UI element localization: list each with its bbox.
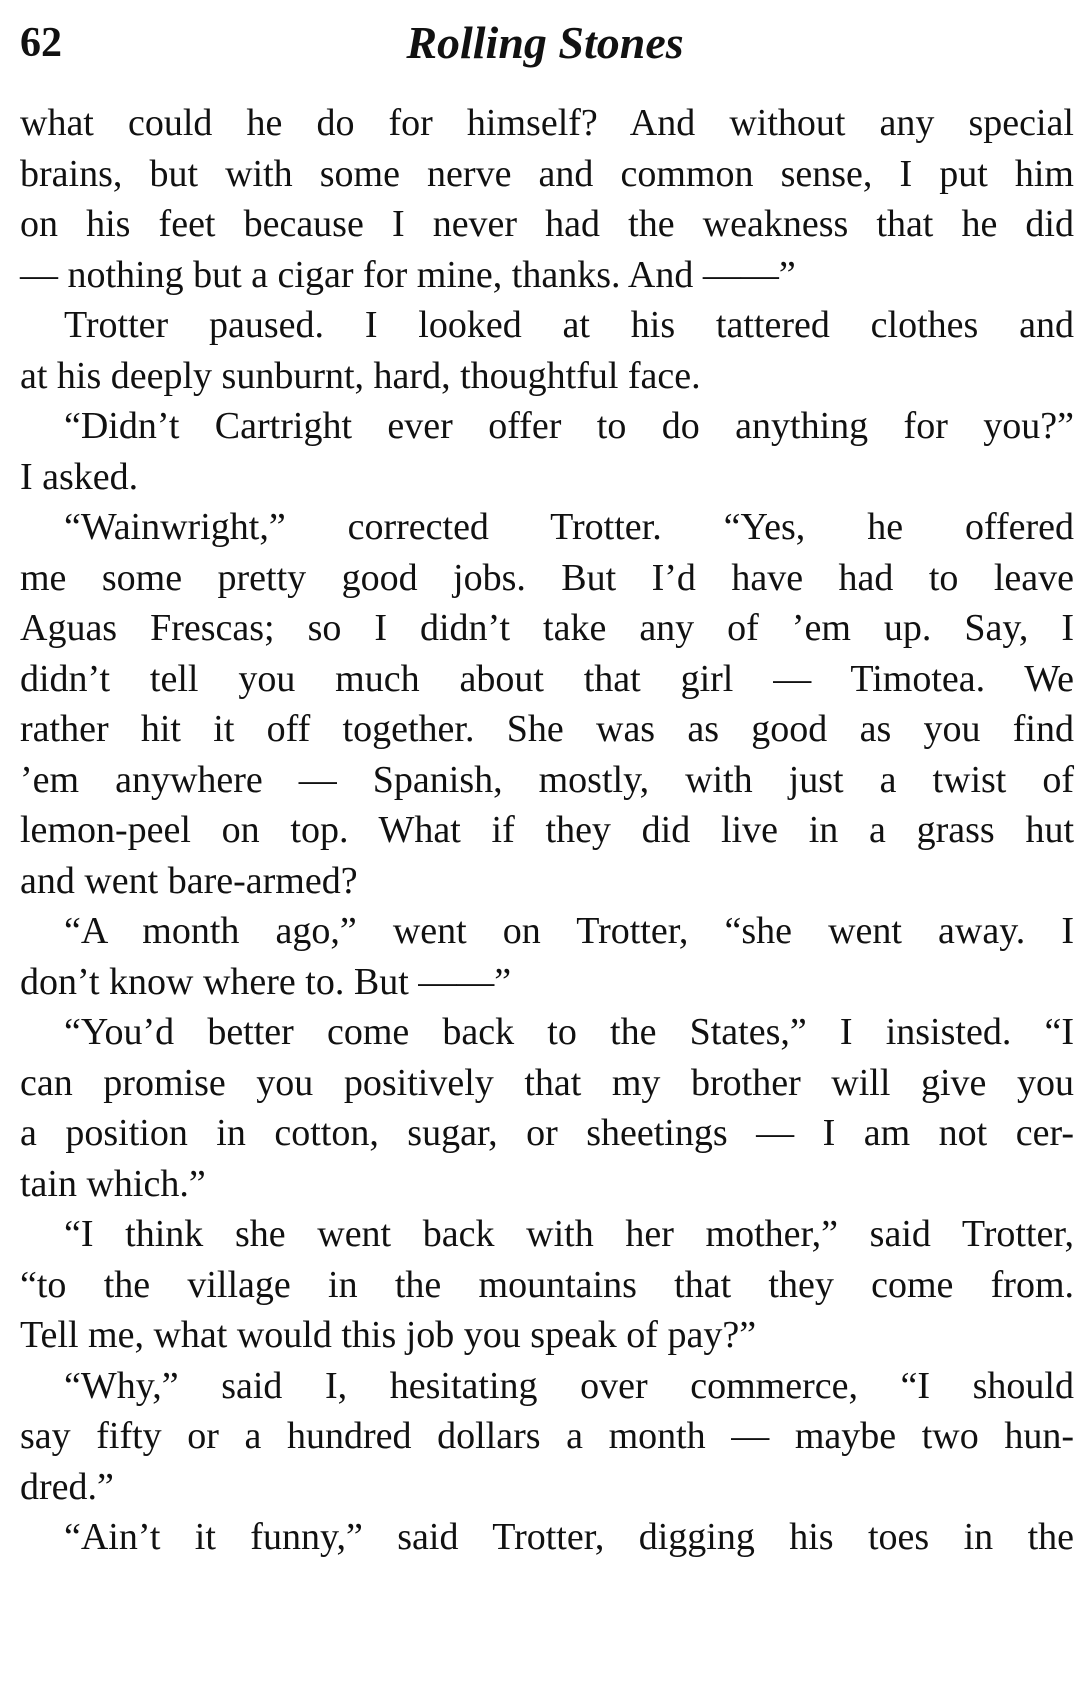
- text-line: at his deeply sunburnt, hard, thoughtful face.: [20, 354, 701, 397]
- text-line: “Didn’t Cartright ever offer to do anything for you?”: [64, 405, 1074, 447]
- text-line: tain which.”: [20, 1162, 206, 1205]
- text-line: lemon-peel on top. What if they did live in a grass hut: [20, 809, 1074, 851]
- body-text: [20, 98, 1074, 1563]
- text-line: Trotter paused. I looked at his tattered clothes and: [64, 304, 1074, 346]
- text-line: “You’d better come back to the States,” I insisted. “I: [64, 1011, 1074, 1053]
- text-line: and went bare-armed?: [20, 859, 358, 902]
- text-line: rather hit it off together. She was as good as you find: [20, 708, 1074, 750]
- text-line: “to the village in the mountains that they come from.: [20, 1263, 1074, 1306]
- text-line: “I think she went back with her mother,” said Trotter,: [64, 1213, 1074, 1255]
- text-line: ’em anywhere — Spanish, mostly, with just a twist of: [20, 758, 1074, 801]
- text-line: dred.”: [20, 1465, 114, 1508]
- text-line: can promise you positively that my brother will give you: [20, 1061, 1074, 1104]
- page-number: 62: [20, 20, 62, 66]
- text-line: brains, but with some nerve and common sense, I put him: [20, 152, 1074, 195]
- text-line: on his feet because I never had the weakness that he did: [20, 203, 1074, 245]
- text-line: didn’t tell you much about that girl — Timotea. We: [20, 657, 1074, 700]
- book-title: Rolling Stones: [406, 17, 684, 68]
- text-line: “Why,” said I, hesitating over commerce, “I should: [64, 1364, 1074, 1407]
- text-line: me some pretty good jobs. But I’d have had to leave: [20, 556, 1074, 599]
- text-line: don’t know where to. But ——”: [20, 960, 512, 1003]
- text-line: a position in cotton, sugar, or sheetings — I am not cer-: [20, 1112, 1074, 1154]
- text-line: Tell me, what would this job you speak of pay?”: [20, 1314, 757, 1356]
- text-line: “Wainwright,” corrected Trotter. “Yes, he offered: [64, 506, 1074, 548]
- text-line: — nothing but a cigar for mine, thanks. And ——”: [20, 253, 796, 296]
- running-head: [20, 14, 1070, 72]
- text-line: “Ain’t it funny,” said Trotter, digging his toes in the: [64, 1516, 1074, 1558]
- text-line: Aguas Frescas; so I didn’t take any of ’em up. Say, I: [20, 607, 1074, 649]
- text-line: I asked.: [20, 455, 139, 498]
- text-line: “A month ago,” went on Trotter, “she went away. I: [64, 910, 1074, 952]
- text-line: what could he do for himself? And without any special: [20, 102, 1074, 144]
- text-line: say fifty or a hundred dollars a month — maybe two hun-: [20, 1415, 1074, 1457]
